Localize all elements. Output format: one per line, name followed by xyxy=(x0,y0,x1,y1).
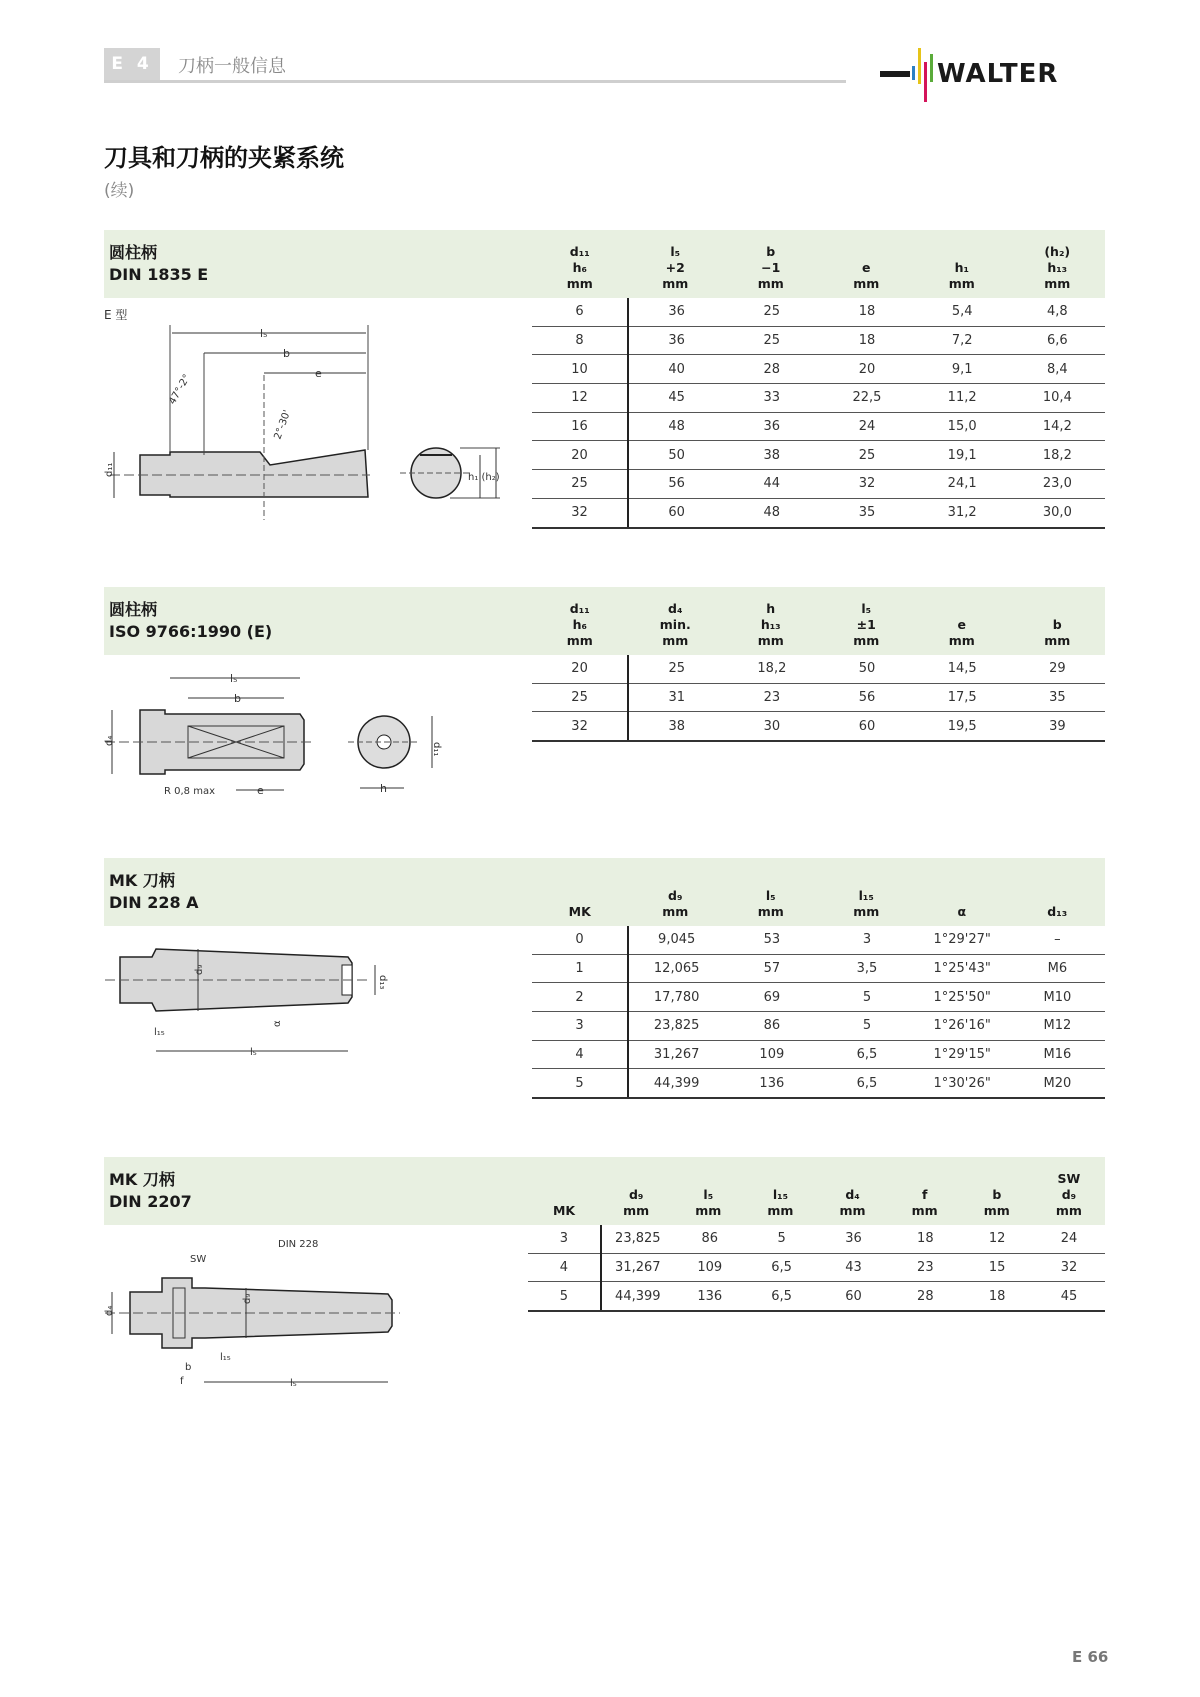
table-cell: 3 xyxy=(528,1225,601,1253)
table-cell: 6,5 xyxy=(819,1040,914,1069)
table-cell: 48 xyxy=(724,498,819,527)
column-header-line: d₁₁ xyxy=(569,244,590,259)
table-row xyxy=(532,1012,1105,1041)
table-cell: 16 xyxy=(532,412,628,441)
svg-text:f: f xyxy=(180,1376,184,1387)
column-header xyxy=(723,230,819,298)
table-cell: 18,2 xyxy=(1010,441,1105,470)
column-header-line: f xyxy=(921,1187,928,1202)
column-header xyxy=(628,230,724,298)
column-header-line: l₅ xyxy=(765,888,776,903)
table-cell: 18 xyxy=(819,298,914,326)
table-row xyxy=(528,1253,1105,1282)
table-cell: 5,4 xyxy=(915,298,1010,326)
table-cell: 3 xyxy=(532,1012,628,1041)
table-row xyxy=(532,983,1105,1012)
column-header-line: h₆ xyxy=(572,260,587,275)
table-cell: 6,5 xyxy=(746,1253,818,1282)
table-din228a xyxy=(532,926,1105,1099)
column-header xyxy=(744,1157,816,1225)
table-cell: 31 xyxy=(628,683,724,712)
svg-text:2°-30': 2°-30' xyxy=(272,408,294,442)
din228a-diagram xyxy=(100,935,520,1065)
column-header xyxy=(1010,230,1106,298)
table-cell: 25 xyxy=(532,683,628,712)
table-cell: 28 xyxy=(724,355,819,384)
table-cell: 2 xyxy=(532,983,628,1012)
table-cell: 20 xyxy=(532,655,628,683)
column-header-line: +2 xyxy=(665,260,685,275)
table-cell: 23,0 xyxy=(1010,470,1105,499)
column-header-line: h₁ xyxy=(954,260,969,275)
column-header-line: l₁₅ xyxy=(858,888,874,903)
section-din1835e xyxy=(104,230,1105,298)
table-cell: 40 xyxy=(628,355,724,384)
svg-text:d₁₁: d₁₁ xyxy=(431,742,442,757)
table-cell: 20 xyxy=(819,355,914,384)
table-cell: 23 xyxy=(724,683,819,712)
table-row xyxy=(532,412,1105,441)
column-header-line: mm xyxy=(695,1203,722,1218)
table-row xyxy=(532,355,1105,384)
column-header-line: mm xyxy=(983,1203,1010,1218)
column-header-line: mm xyxy=(911,1203,938,1218)
table-row xyxy=(532,298,1105,326)
column-header-line: mm xyxy=(853,904,880,919)
table-cell: 1°25'50" xyxy=(915,983,1010,1012)
column-header xyxy=(819,230,915,298)
table-cell: 23,825 xyxy=(601,1225,674,1253)
column-header xyxy=(914,587,1010,655)
table-cell: 36 xyxy=(628,298,724,326)
section-title: 圆柱柄 xyxy=(109,243,158,262)
table-cell: – xyxy=(1010,926,1105,954)
table-cell: 18,2 xyxy=(724,655,819,683)
svg-text:d₉: d₉ xyxy=(194,964,205,975)
column-header-line: mm xyxy=(566,276,593,291)
table-cell: 56 xyxy=(628,470,724,499)
column-header-line: mm xyxy=(1044,276,1071,291)
table-cell: 60 xyxy=(818,1282,890,1311)
column-header xyxy=(817,1157,889,1225)
svg-text:l₅: l₅ xyxy=(290,1378,297,1389)
column-header-line: MK xyxy=(552,1203,576,1218)
column-header-line: α xyxy=(957,904,967,919)
svg-text:l₁₅: l₁₅ xyxy=(154,1027,165,1038)
table-cell: 3,5 xyxy=(819,954,914,983)
table-cell: 4 xyxy=(532,1040,628,1069)
table-cell: 53 xyxy=(724,926,819,954)
column-header-line: mm xyxy=(767,1203,794,1218)
column-header-line: d₉ xyxy=(628,1187,644,1202)
column-header-line: d₁₁ xyxy=(569,601,590,616)
table-cell: 109 xyxy=(724,1040,819,1069)
table-cell: 25 xyxy=(532,470,628,499)
column-header xyxy=(1010,587,1106,655)
table-cell: 9,1 xyxy=(915,355,1010,384)
column-header-line: mm xyxy=(662,276,689,291)
table-cell: 32 xyxy=(532,498,628,527)
table-cell: 25 xyxy=(628,655,724,683)
column-header-line: e xyxy=(957,617,966,632)
column-header-line: d₉ xyxy=(668,888,683,903)
table-cell: 5 xyxy=(819,1012,914,1041)
column-header-line: d₉ xyxy=(1061,1187,1077,1202)
table-cell: 1°29'15" xyxy=(915,1040,1010,1069)
svg-text:e: e xyxy=(315,367,322,380)
table-cell: 136 xyxy=(674,1282,746,1311)
table-cell: 43 xyxy=(818,1253,890,1282)
table-cell: M10 xyxy=(1010,983,1105,1012)
table-cell: 136 xyxy=(724,1069,819,1098)
table-cell: 44,399 xyxy=(628,1069,724,1098)
table-cell: 5 xyxy=(532,1069,628,1098)
table-row xyxy=(532,498,1105,527)
table-cell: 36 xyxy=(628,326,724,355)
din2207-diagram xyxy=(100,1232,520,1392)
column-header-line: mm xyxy=(853,276,880,291)
table-cell: 1°25'43" xyxy=(915,954,1010,983)
table-cell: 24 xyxy=(1033,1225,1105,1253)
table-cell: 19,5 xyxy=(915,712,1010,741)
svg-text:h: h xyxy=(380,782,387,795)
table-cell: 15 xyxy=(961,1253,1033,1282)
table-din2207 xyxy=(528,1225,1105,1312)
chapter-title: 刀柄一般信息 xyxy=(178,56,286,77)
column-header-line: h xyxy=(766,601,776,616)
svg-text:b: b xyxy=(283,347,290,360)
table-row xyxy=(532,954,1105,983)
table-cell: 60 xyxy=(819,712,914,741)
column-header-line: mm xyxy=(662,633,689,648)
svg-text:l₅: l₅ xyxy=(230,672,238,685)
section-subtitle: DIN 1835 E xyxy=(109,265,209,284)
column-header xyxy=(628,587,724,655)
column-header-line: l₅ xyxy=(703,1187,714,1202)
din1835e-diagram xyxy=(100,305,520,530)
table-cell: 5 xyxy=(819,983,914,1012)
column-header xyxy=(628,858,724,926)
table-cell: 25 xyxy=(724,326,819,355)
svg-text:d₁₁: d₁₁ xyxy=(104,462,115,477)
column-header-line: d₁₃ xyxy=(1047,904,1068,919)
table-cell: 14,5 xyxy=(915,655,1010,683)
column-header xyxy=(819,858,915,926)
table-cell: 14,2 xyxy=(1010,412,1105,441)
table-row xyxy=(532,326,1105,355)
table-cell: 12,065 xyxy=(628,954,724,983)
continued-label: (续) xyxy=(104,181,135,201)
table-cell: 60 xyxy=(628,498,724,527)
table-cell: 10,4 xyxy=(1010,384,1105,413)
table-row xyxy=(532,655,1105,683)
column-header xyxy=(1033,1157,1105,1225)
section-iso9766 xyxy=(104,587,1105,655)
column-header-line: mm xyxy=(948,633,975,648)
table-cell: 31,267 xyxy=(601,1253,674,1282)
table-cell: 1 xyxy=(532,954,628,983)
table-row xyxy=(532,441,1105,470)
table-cell: 23,825 xyxy=(628,1012,724,1041)
table-cell: M20 xyxy=(1010,1069,1105,1098)
walter-logo xyxy=(880,44,1106,104)
table-cell: 10 xyxy=(532,355,628,384)
section-title: MK 刀柄 xyxy=(109,871,175,890)
table-cell: 18 xyxy=(819,326,914,355)
table-cell: 9,045 xyxy=(628,926,724,954)
table-cell: 12 xyxy=(961,1225,1033,1253)
column-header-line: mm xyxy=(757,633,784,648)
table-cell: 4 xyxy=(528,1253,601,1282)
table-cell: 17,780 xyxy=(628,983,724,1012)
section-din2207 xyxy=(104,1157,1105,1225)
table-cell: 25 xyxy=(724,298,819,326)
table-cell: 44,399 xyxy=(601,1282,674,1311)
table-cell: 50 xyxy=(819,655,914,683)
column-header-line: d₄ xyxy=(668,601,683,616)
table-cell: 1°29'27" xyxy=(915,926,1010,954)
table-cell: 25 xyxy=(819,441,914,470)
table-cell: 23 xyxy=(889,1253,961,1282)
column-header-line: mm xyxy=(566,633,593,648)
table-cell: 44 xyxy=(724,470,819,499)
svg-text:d₄: d₄ xyxy=(104,735,115,746)
table-cell: 15,0 xyxy=(915,412,1010,441)
column-header xyxy=(723,587,819,655)
column-header-line: mm xyxy=(853,633,880,648)
table-cell: 6,6 xyxy=(1010,326,1105,355)
table-cell: 39 xyxy=(1010,712,1105,741)
table-row xyxy=(528,1225,1105,1253)
logo-text: WALTER xyxy=(937,59,1059,89)
table-cell: 19,1 xyxy=(915,441,1010,470)
column-header xyxy=(914,230,1010,298)
table-cell: 56 xyxy=(819,683,914,712)
svg-text:α: α xyxy=(272,1020,283,1027)
column-header xyxy=(914,858,1010,926)
table-cell: 20 xyxy=(532,441,628,470)
table-cell: 86 xyxy=(674,1225,746,1253)
table-cell: 36 xyxy=(724,412,819,441)
table-cell: 35 xyxy=(819,498,914,527)
column-header-line: l₅ xyxy=(861,601,872,616)
column-header-line: mm xyxy=(839,1203,866,1218)
table-cell: 50 xyxy=(628,441,724,470)
table-row xyxy=(532,1040,1105,1069)
table-cell: 8 xyxy=(532,326,628,355)
table-cell: 36 xyxy=(818,1225,890,1253)
table-cell: 38 xyxy=(724,441,819,470)
table-row xyxy=(528,1282,1105,1311)
column-header-line: mm xyxy=(757,904,784,919)
chapter-badge: E 4 xyxy=(104,48,160,80)
column-header xyxy=(528,1157,600,1225)
table-cell: 45 xyxy=(1033,1282,1105,1311)
column-header xyxy=(819,587,915,655)
table-cell: 11,2 xyxy=(915,384,1010,413)
table-cell: 30 xyxy=(724,712,819,741)
column-header-line: mm xyxy=(623,1203,650,1218)
svg-text:d₉: d₉ xyxy=(242,1293,253,1304)
svg-text:h₁ (h₂): h₁ (h₂) xyxy=(468,472,500,483)
column-header-line: mm xyxy=(662,904,689,919)
column-header xyxy=(532,587,628,655)
table-cell: 8,4 xyxy=(1010,355,1105,384)
column-header-line: ±1 xyxy=(856,617,876,632)
column-header-line: h₁₃ xyxy=(760,617,781,632)
table-cell: 32 xyxy=(532,712,628,741)
svg-text:b: b xyxy=(185,1362,192,1373)
section-title: 圆柱柄 xyxy=(109,600,158,619)
table-row xyxy=(532,470,1105,499)
table-row xyxy=(532,926,1105,954)
table-cell: 33 xyxy=(724,384,819,413)
table-cell: 4,8 xyxy=(1010,298,1105,326)
table-cell: 28 xyxy=(889,1282,961,1311)
table-cell: 17,5 xyxy=(915,683,1010,712)
table-cell: 35 xyxy=(1010,683,1105,712)
table-cell: 48 xyxy=(628,412,724,441)
section-title: MK 刀柄 xyxy=(109,1170,175,1189)
column-header-line: l₅ xyxy=(670,244,681,259)
table-cell: 0 xyxy=(532,926,628,954)
svg-text:d₁₃: d₁₃ xyxy=(377,975,388,990)
column-header-line: h₁₃ xyxy=(1047,260,1068,275)
svg-text:b: b xyxy=(234,692,241,705)
svg-text:l₅: l₅ xyxy=(250,1047,257,1058)
table-row xyxy=(532,683,1105,712)
svg-text:DIN 228: DIN 228 xyxy=(278,1239,319,1250)
table-cell: 1°30'26" xyxy=(915,1069,1010,1098)
table-din1835e xyxy=(532,298,1105,529)
section-subtitle: DIN 2207 xyxy=(109,1192,192,1211)
table-cell: 32 xyxy=(1033,1253,1105,1282)
table-cell: 5 xyxy=(528,1282,601,1311)
table-cell: 12 xyxy=(532,384,628,413)
table-cell: 24 xyxy=(819,412,914,441)
column-header xyxy=(961,1157,1033,1225)
table-cell: 29 xyxy=(1010,655,1105,683)
svg-text:l₁₅: l₁₅ xyxy=(220,1352,231,1363)
table-cell: 6,5 xyxy=(746,1282,818,1311)
column-header-line: mm xyxy=(1055,1203,1082,1218)
section-subtitle: DIN 228 A xyxy=(109,893,199,912)
table-cell: 7,2 xyxy=(915,326,1010,355)
column-header xyxy=(532,230,628,298)
table-cell: 30,0 xyxy=(1010,498,1105,527)
svg-text:R 0,8 max: R 0,8 max xyxy=(164,786,215,797)
page-number: E 66 xyxy=(1072,1648,1109,1666)
table-row xyxy=(532,712,1105,741)
section-din228a xyxy=(104,858,1105,926)
column-header-line: l₁₅ xyxy=(772,1187,789,1202)
svg-text:l₅: l₅ xyxy=(260,327,268,340)
column-header-line: (h₂) xyxy=(1044,244,1071,259)
svg-text:d₄: d₄ xyxy=(104,1305,115,1316)
column-header xyxy=(532,858,628,926)
table-cell: 3 xyxy=(819,926,914,954)
table-cell: 31,2 xyxy=(915,498,1010,527)
section-subtitle: ISO 9766:1990 (E) xyxy=(109,622,273,641)
column-header xyxy=(1010,858,1106,926)
table-row xyxy=(532,1069,1105,1098)
table-row xyxy=(532,384,1105,413)
column-header-line: d₄ xyxy=(845,1187,860,1202)
column-header-line: h₆ xyxy=(572,617,587,632)
table-cell: 22,5 xyxy=(819,384,914,413)
column-header-line: min. xyxy=(659,617,691,632)
svg-text:47°-2°: 47°-2° xyxy=(167,372,193,407)
column-header-line: mm xyxy=(948,276,975,291)
table-cell: 18 xyxy=(889,1225,961,1253)
column-header xyxy=(600,1157,672,1225)
column-header-line: b xyxy=(766,244,776,259)
table-cell: 24,1 xyxy=(915,470,1010,499)
table-cell: 6,5 xyxy=(819,1069,914,1098)
table-cell: 69 xyxy=(724,983,819,1012)
table-cell: 18 xyxy=(961,1282,1033,1311)
table-cell: 86 xyxy=(724,1012,819,1041)
table-iso9766 xyxy=(532,655,1105,742)
column-header-line: mm xyxy=(757,276,784,291)
table-cell: 31,267 xyxy=(628,1040,724,1069)
column-header-line: SW xyxy=(1057,1171,1081,1186)
table-cell: 45 xyxy=(628,384,724,413)
table-cell: 6 xyxy=(532,298,628,326)
iso9766-diagram xyxy=(100,660,520,810)
table-cell: 57 xyxy=(724,954,819,983)
table-cell: 5 xyxy=(746,1225,818,1253)
table-cell: M6 xyxy=(1010,954,1105,983)
column-header xyxy=(723,858,819,926)
column-header-line: −1 xyxy=(761,260,781,275)
column-header-line: e xyxy=(862,260,871,275)
table-cell: M12 xyxy=(1010,1012,1105,1041)
table-cell: M16 xyxy=(1010,1040,1105,1069)
column-header-line: MK xyxy=(568,904,591,919)
svg-text:SW: SW xyxy=(190,1254,207,1265)
table-cell: 32 xyxy=(819,470,914,499)
column-header xyxy=(889,1157,961,1225)
column-header-line: b xyxy=(1052,617,1062,632)
column-header-line: mm xyxy=(1044,633,1071,648)
column-header xyxy=(672,1157,744,1225)
header-divider xyxy=(104,80,846,83)
type-label: E 型 xyxy=(104,308,128,322)
table-cell: 1°26'16" xyxy=(915,1012,1010,1041)
table-cell: 109 xyxy=(674,1253,746,1282)
svg-text:e: e xyxy=(257,784,264,797)
table-cell: 38 xyxy=(628,712,724,741)
page-title: 刀具和刀柄的夹紧系统 xyxy=(104,144,344,172)
column-header-line: b xyxy=(992,1187,1002,1202)
